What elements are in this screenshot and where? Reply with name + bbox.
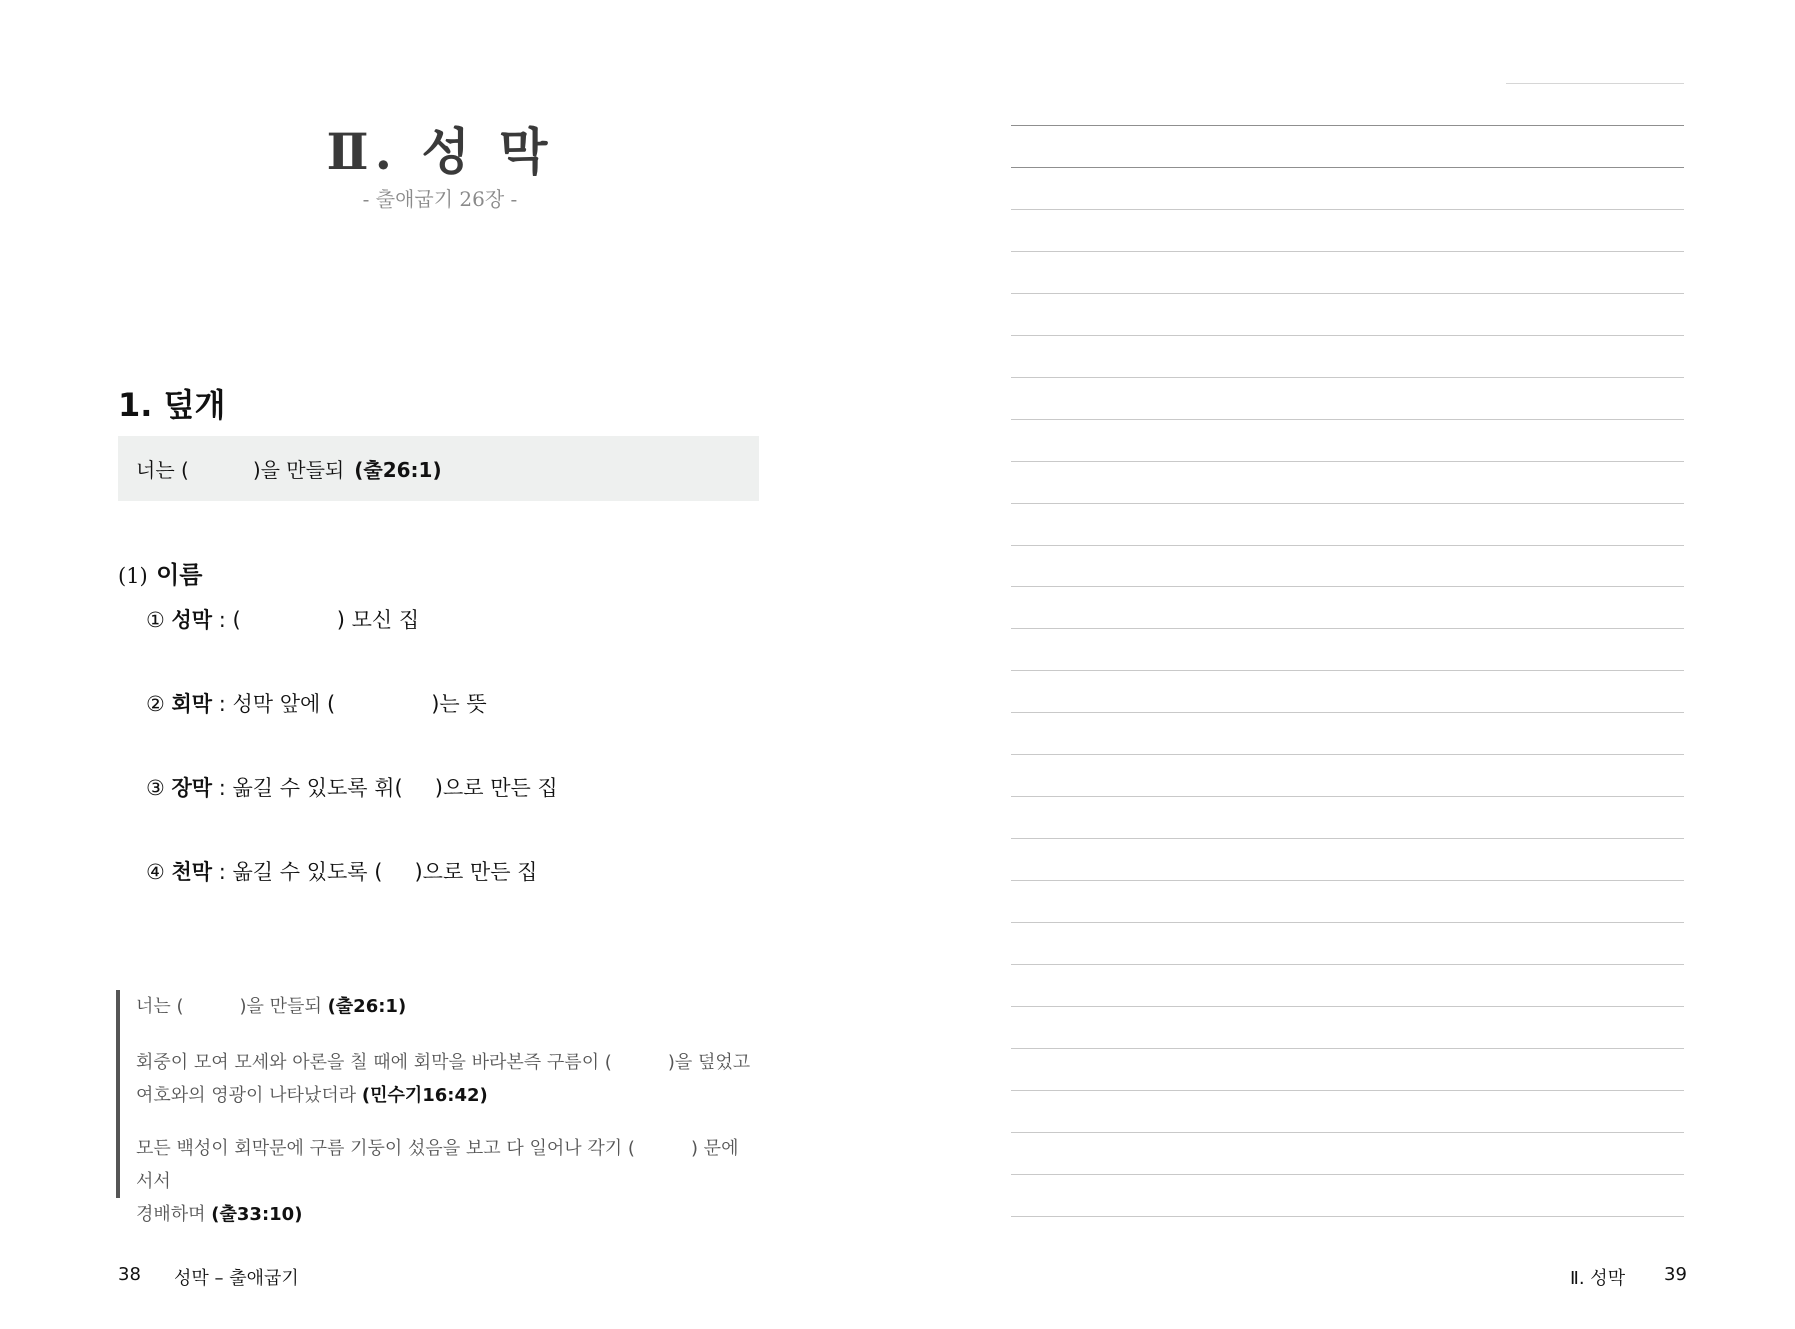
sub-heading-number: (1): [118, 564, 148, 588]
ruled-line: [1011, 964, 1684, 965]
quote-reference: (출26:1): [327, 996, 407, 1017]
ruled-line: [1011, 796, 1684, 797]
ruled-line: [1011, 545, 1684, 546]
ruled-line: [1011, 1174, 1684, 1175]
item-before: : 옮길 수 있도록 휘(: [212, 776, 403, 800]
item-term: 성막: [171, 608, 213, 632]
ruled-line: [1011, 377, 1684, 378]
footer-title-left: 성막 – 출애굽기: [174, 1268, 299, 1289]
ruled-line: [1011, 754, 1684, 755]
item-marker: ①: [146, 608, 165, 632]
ruled-line: [1011, 880, 1684, 881]
ruled-line: [1506, 83, 1684, 84]
ruled-line: [1011, 1216, 1684, 1217]
item-marker: ②: [146, 692, 165, 716]
footer-page-number-right: 39: [1664, 1264, 1687, 1285]
name-item: [146, 856, 537, 886]
quote-block: [116, 990, 756, 1225]
verse-reference: (출26:1): [354, 458, 442, 482]
footer-title-right: Ⅱ. 성막: [1570, 1268, 1626, 1289]
ruled-line: [1011, 1132, 1684, 1133]
verse-prefix: 너는 (: [136, 458, 189, 482]
item-term: 회막: [171, 692, 213, 716]
item-after: ) 모신 집: [336, 608, 420, 632]
verse-suffix: )을 만들되: [252, 458, 345, 482]
ruled-line: [1011, 670, 1684, 671]
ruled-line: [1011, 1090, 1684, 1091]
ruled-line: [1011, 251, 1684, 252]
ruled-line: [1011, 586, 1684, 587]
quote-reference: (민수기16:42): [361, 1085, 488, 1106]
quote-text: ) 문에 서서: [136, 1138, 739, 1192]
ruled-line: [1011, 712, 1684, 713]
item-before: : 옮길 수 있도록 (: [212, 860, 383, 884]
ruled-line: [1011, 167, 1684, 168]
sub-heading: [118, 555, 202, 590]
item-after: )으로 만든 집: [434, 776, 558, 800]
sub-heading-label: 이름: [156, 561, 203, 589]
quote-reference: (출33:10): [211, 1204, 303, 1225]
quote-text: )을 만들되: [239, 996, 322, 1017]
chapter-subtitle: - 출애굽기 26장 -: [362, 187, 518, 211]
quote-2: [136, 1046, 756, 1112]
ruled-line: [1011, 125, 1684, 126]
quote-1: [136, 990, 756, 1023]
chapter-title: Ⅱ. 성 막: [326, 122, 554, 181]
quote-text: 회중이 모여 모세와 아론을 칠 때에 회막을 바라본즉 구름이 (: [136, 1052, 612, 1073]
item-before: : 성막 앞에 (: [212, 692, 336, 716]
quote-text: 모든 백성이 회막문에 구름 기둥이 섰음을 보고 다 일어나 각기 (: [136, 1138, 635, 1159]
ruled-line: [1011, 1048, 1684, 1049]
ruled-line: [1011, 419, 1684, 420]
ruled-line: [1011, 838, 1684, 839]
section-title: 1. 덮개: [118, 386, 226, 424]
quote-text: 여호와의 영광이 나타났더라: [136, 1085, 357, 1106]
ruled-line: [1011, 293, 1684, 294]
quote-text: )을 덮었고: [667, 1052, 751, 1073]
item-after: )는 뜻: [431, 692, 487, 716]
name-item: [146, 772, 558, 802]
item-marker: ④: [146, 860, 165, 884]
ruled-line: [1011, 628, 1684, 629]
footer-page-number-left: 38: [118, 1264, 141, 1285]
quote-text: 너는 (: [136, 996, 184, 1017]
ruled-line: [1011, 1006, 1684, 1007]
item-marker: ③: [146, 776, 165, 800]
quote-3: [136, 1132, 756, 1231]
ruled-line: [1011, 335, 1684, 336]
quote-text: 경배하며: [136, 1204, 206, 1225]
ruled-line: [1011, 922, 1684, 923]
ruled-line: [1011, 461, 1684, 462]
name-item: [146, 604, 419, 634]
item-term: 장막: [171, 776, 213, 800]
item-before: : (: [212, 608, 241, 632]
name-item: [146, 688, 487, 718]
ruled-line: [1011, 209, 1684, 210]
ruled-line: [1011, 503, 1684, 504]
item-term: 천막: [171, 860, 213, 884]
item-after: )으로 만든 집: [414, 860, 538, 884]
verse-box: [118, 436, 759, 501]
